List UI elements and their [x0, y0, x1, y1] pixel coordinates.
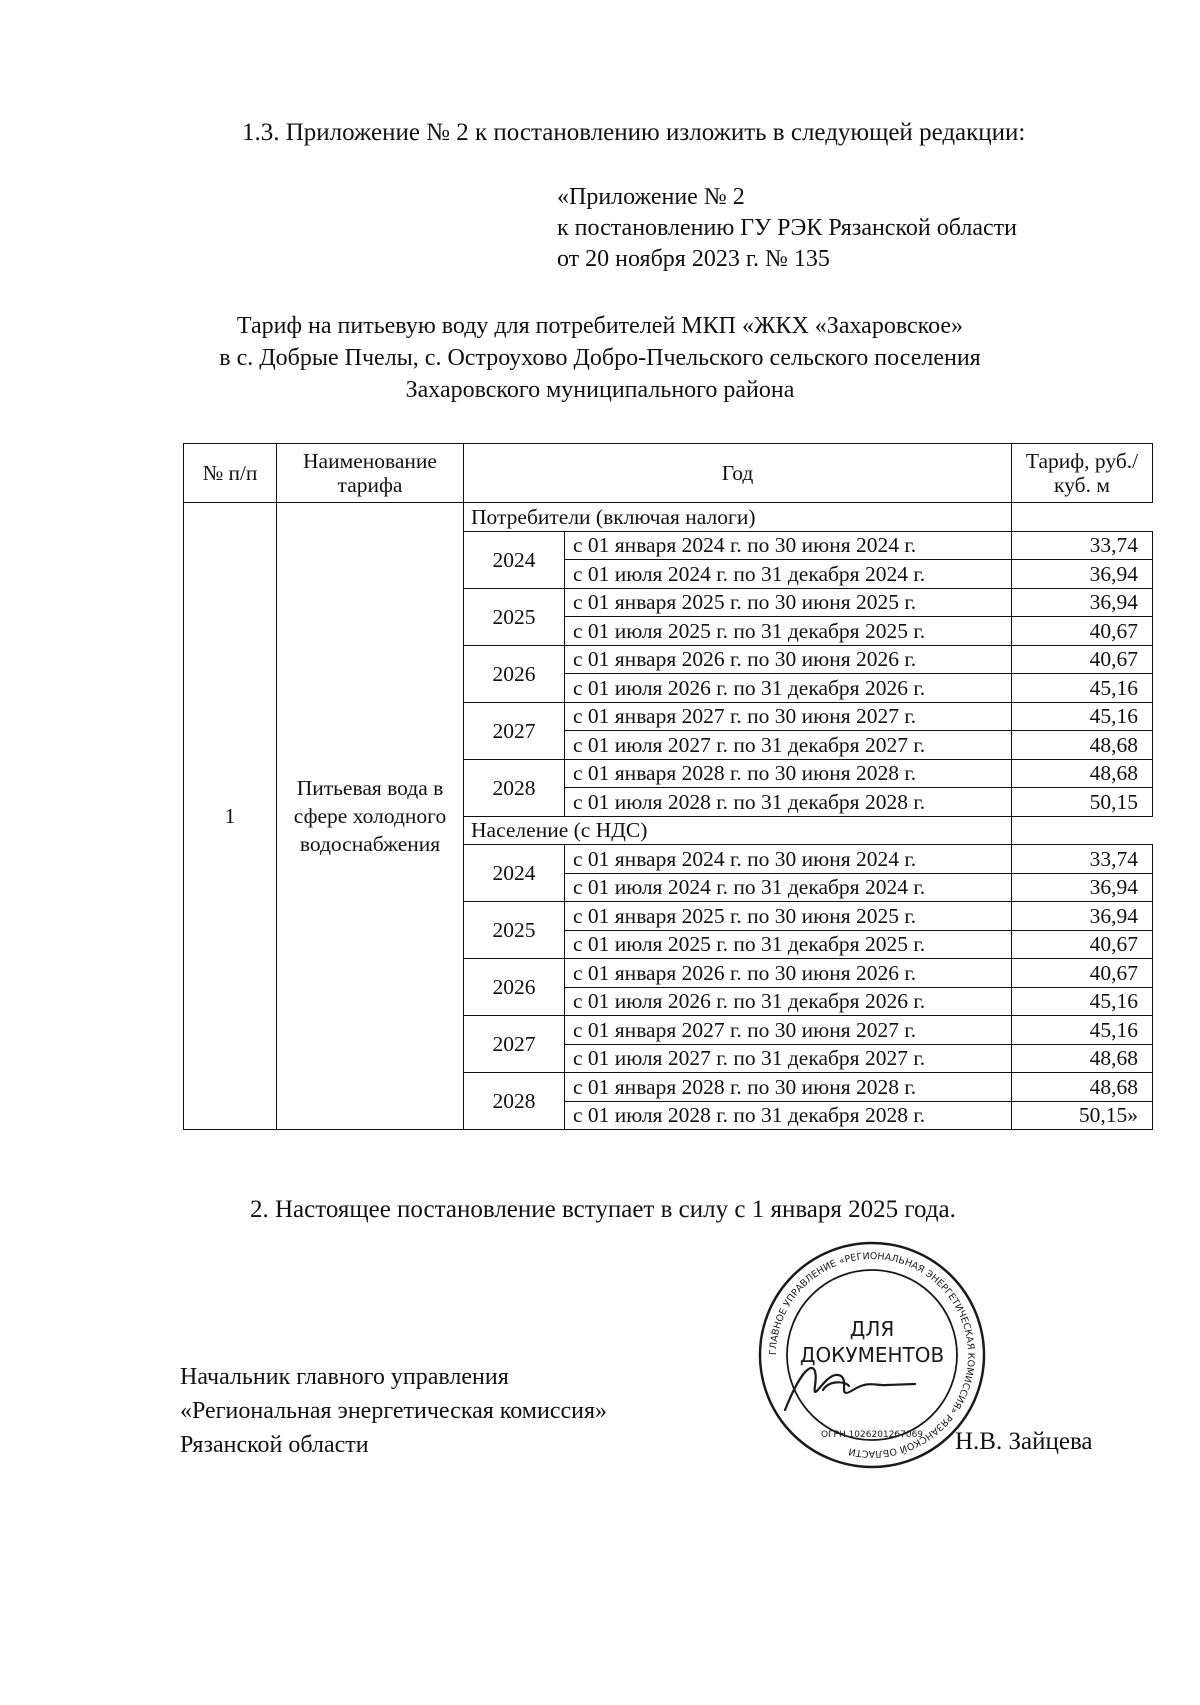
table-header-row — [184, 444, 1153, 503]
year-cell: 2026 — [464, 959, 565, 1016]
signature-line-1: Начальник главного управления — [180, 1364, 509, 1390]
period-cell: с 01 июля 2024 г. по 31 декабря 2024 г. — [565, 560, 1012, 589]
period-cell: с 01 июля 2024 г. по 31 декабря 2024 г. — [565, 873, 1012, 902]
header-tariff: Тариф, руб./куб. м — [1012, 444, 1153, 503]
appendix-line-1: «Приложение № 2 — [557, 184, 745, 210]
tariff-value-cell: 48,68 — [1012, 1073, 1153, 1102]
handwritten-signature — [785, 1368, 915, 1410]
period-cell: с 01 января 2025 г. по 30 июня 2025 г. — [565, 588, 1012, 617]
tariff-name: Питьевая вода в сфере холодного водоснабжения — [277, 503, 464, 1130]
year-cell: 2027 — [464, 1016, 565, 1073]
tariff-value-cell: 50,15 — [1012, 788, 1153, 817]
stamp-center-line-1: ДЛЯ — [849, 1317, 895, 1341]
appendix-line-2: к постановлению ГУ РЭК Рязанской области — [557, 215, 1017, 241]
tariff-value-cell: 48,68 — [1012, 731, 1153, 760]
period-cell: с 01 июля 2028 г. по 31 декабря 2028 г. — [565, 1101, 1012, 1130]
header-num: № п/п — [184, 444, 277, 503]
period-cell: с 01 января 2028 г. по 30 июня 2028 г. — [565, 759, 1012, 788]
signature-line-2: «Региональная энергетическая комиссия» — [180, 1398, 608, 1424]
tariff-value-cell: 36,94 — [1012, 873, 1153, 902]
signature-block — [180, 1360, 607, 1462]
official-stamp — [757, 1240, 987, 1470]
tariff-value-cell: 40,67 — [1012, 959, 1153, 988]
stamp-center-line-2: ДОКУМЕНТОВ — [799, 1343, 945, 1367]
group-label: Потребители (включая налоги) — [464, 503, 1012, 532]
period-cell: с 01 июля 2025 г. по 31 декабря 2025 г. — [565, 617, 1012, 646]
table-title — [0, 310, 1200, 406]
tariff-value-cell: 36,94 — [1012, 902, 1153, 931]
period-cell: с 01 июля 2026 г. по 31 декабря 2026 г. — [565, 987, 1012, 1016]
period-cell: с 01 января 2026 г. по 30 июня 2026 г. — [565, 645, 1012, 674]
item-2: 2. Настоящее постановление вступает в силу с 1 января 2025 года. — [250, 1196, 956, 1223]
tariff-value-cell: 45,16 — [1012, 987, 1153, 1016]
period-cell: с 01 июля 2025 г. по 31 декабря 2025 г. — [565, 930, 1012, 959]
period-cell: с 01 января 2025 г. по 30 июня 2025 г. — [565, 902, 1012, 931]
header-name: Наименование тарифа — [277, 444, 464, 503]
signer-name: Н.В. Зайцева — [955, 1428, 1093, 1455]
tariff-value-cell: 36,94 — [1012, 560, 1153, 589]
title-line-1: Тариф на питьевую воду для потребителей МКП «ЖКХ «Захаровское» — [236, 313, 964, 339]
period-cell: с 01 июля 2027 г. по 31 декабря 2027 г. — [565, 731, 1012, 760]
table-body — [184, 503, 1153, 1130]
appendix-header — [557, 182, 1017, 275]
title-line-3: Захаровского муниципального района — [405, 377, 795, 403]
tariff-value-cell: 45,16 — [1012, 674, 1153, 703]
tariff-value-cell: 40,67 — [1012, 645, 1153, 674]
year-cell: 2028 — [464, 759, 565, 816]
period-cell: с 01 июля 2027 г. по 31 декабря 2027 г. — [565, 1044, 1012, 1073]
tariff-value-cell: 40,67 — [1012, 930, 1153, 959]
header-year: Год — [464, 444, 1012, 503]
year-cell: 2027 — [464, 702, 565, 759]
stamp-ogrn: ОГРН 1026201267069 — [820, 1430, 924, 1440]
year-cell: 2025 — [464, 902, 565, 959]
tariff-table — [183, 443, 1153, 1130]
signature-line-3: Рязанской области — [180, 1432, 369, 1458]
group-label: Население (с НДС) — [464, 816, 1012, 845]
period-cell: с 01 января 2026 г. по 30 июня 2026 г. — [565, 959, 1012, 988]
year-cell: 2028 — [464, 1073, 565, 1130]
title-line-2: в с. Добрые Пчелы, с. Остроухово Добро-Пчельского сельского поселения — [219, 345, 981, 371]
tariff-value-cell: 48,68 — [1012, 1044, 1153, 1073]
row-number: 1 — [184, 503, 277, 1130]
tariff-value-cell: 33,74 — [1012, 845, 1153, 874]
period-cell: с 01 января 2027 г. по 30 июня 2027 г. — [565, 1016, 1012, 1045]
period-cell: с 01 января 2024 г. по 30 июня 2024 г. — [565, 531, 1012, 560]
period-cell: с 01 июля 2026 г. по 31 декабря 2026 г. — [565, 674, 1012, 703]
appendix-line-3: от 20 ноября 2023 г. № 135 — [557, 246, 830, 272]
period-cell: с 01 июля 2028 г. по 31 декабря 2028 г. — [565, 788, 1012, 817]
tariff-value-cell: 45,16 — [1012, 702, 1153, 731]
tariff-value-cell: 48,68 — [1012, 759, 1153, 788]
year-cell: 2024 — [464, 845, 565, 902]
stamp-ring-text: ГЛАВНОЕ УПРАВЛЕНИЕ «РЕГИОНАЛЬНАЯ ЭНЕРГЕТИЧЕСКАЯ КОМИССИЯ» РЯЗАНСКОЙ ОБЛАСТИ — [767, 1250, 977, 1460]
item-1-3: 1.3. Приложение № 2 к постановлению изложить в следующей редакции: — [242, 119, 1026, 146]
period-cell: с 01 января 2027 г. по 30 июня 2027 г. — [565, 702, 1012, 731]
tariff-value-cell: 36,94 — [1012, 588, 1153, 617]
tariff-value-cell: 33,74 — [1012, 531, 1153, 560]
year-cell: 2025 — [464, 588, 565, 645]
tariff-value-cell: 40,67 — [1012, 617, 1153, 646]
tariff-value-cell: 45,16 — [1012, 1016, 1153, 1045]
year-cell: 2024 — [464, 531, 565, 588]
year-cell: 2026 — [464, 645, 565, 702]
period-cell: с 01 января 2028 г. по 30 июня 2028 г. — [565, 1073, 1012, 1102]
tariff-value-cell: 50,15» — [1012, 1101, 1153, 1130]
group-row — [184, 503, 1153, 532]
period-cell: с 01 января 2024 г. по 30 июня 2024 г. — [565, 845, 1012, 874]
